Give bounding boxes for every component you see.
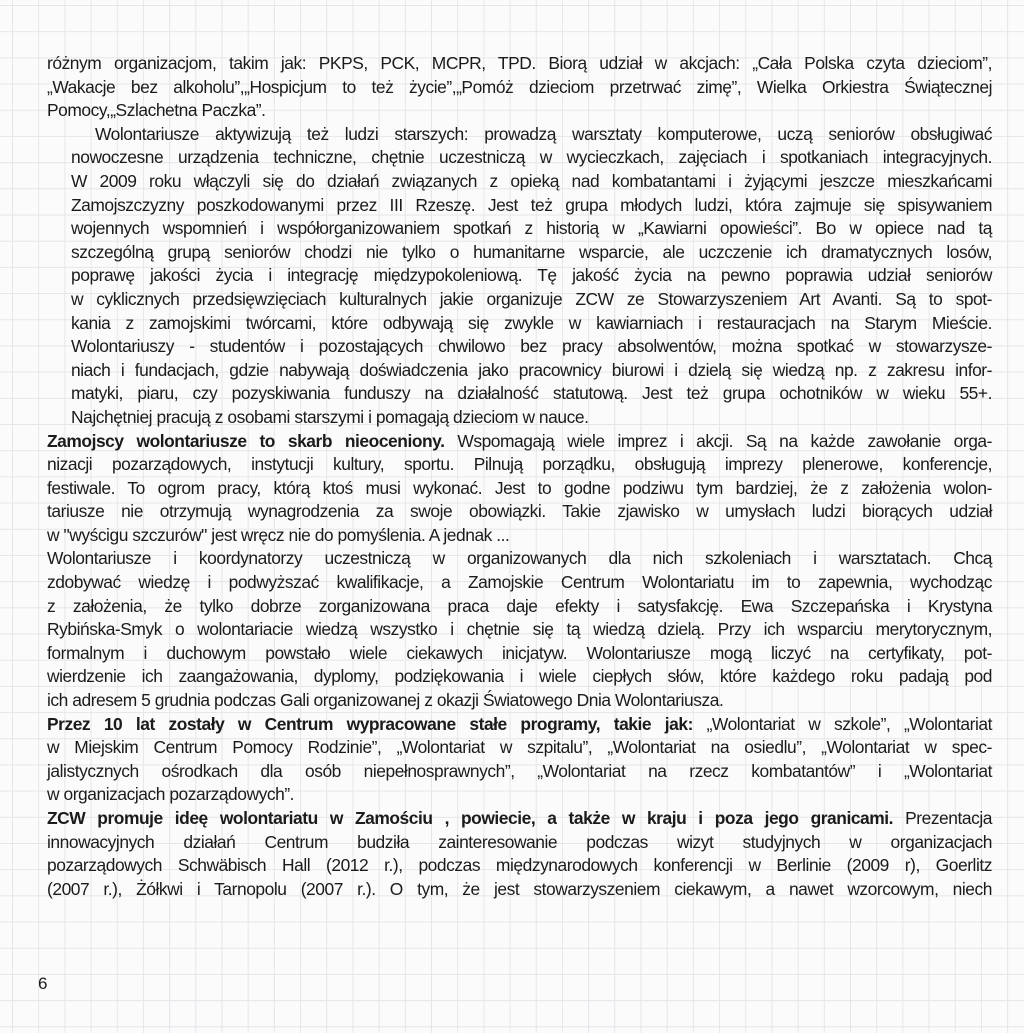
text-line — [47, 760, 992, 784]
text-line — [47, 736, 992, 760]
line-text: matyki, piaru, czy pozyskiwania funduszy na działalność statutową. Jest też grupa ochotników w wieku 55+. — [71, 383, 992, 404]
line-text: Wolontariusze i koordynatorzy uczestniczą w organizowanych dla nich szkoleniach i warsztatach. Chcą — [47, 548, 992, 569]
text-line — [47, 123, 992, 147]
text-line — [47, 359, 992, 383]
text-line — [47, 547, 992, 571]
text-line — [47, 217, 992, 241]
text-line — [47, 264, 992, 288]
text-line — [47, 194, 992, 218]
text-line — [47, 595, 992, 619]
line-text: tariusze nie otrzymują wynagrodzenia za swoje obowiązki. Takie zjawisko w umysłach ludzi biorących udział — [47, 501, 992, 522]
line-text: Wolontariuszy - studentów i pozostających chwilowo bez pracy absolwentów, można spotkać w stowarzysze- — [71, 336, 992, 357]
text-line — [47, 783, 992, 807]
line-text: w Miejskim Centrum Pomocy Rodzinie”, „Wolontariat w szpitalu”, „Wolontariat na osiedlu”, „Wolontariat w spec- — [47, 737, 992, 758]
line-text: (2007 r.), Żółkwi i Tarnopolu (2007 r.). O tym, że jest stowarzyszeniem ciekawym, a nawet wzorcowym, niech — [47, 878, 992, 899]
line-text: w "wyścigu szczurów" jest wręcz nie do pomyślenia. A jednak ... — [47, 524, 510, 545]
text-line — [47, 406, 992, 430]
text-line — [47, 241, 992, 265]
line-text: Wspomagają wiele imprez i akcji. Są na każde zawołanie orga- — [444, 430, 992, 451]
line-text: formalnym i duchowym powstało wiele ciekawych inicjatyw. Wolontariusze mogą liczyć na certyfikaty, pot- — [47, 642, 992, 663]
line-text: W 2009 roku włączyli się do działań związanych z opieką nad kombatantami i żyjącymi jeszcze mieszkańcami — [71, 170, 992, 191]
bold-lead-text: ZCW promuje ideę wolontariatu w Zamościu , powiecie, a także w kraju i poza jego granicami. — [47, 808, 894, 828]
text-line — [47, 146, 992, 170]
line-text: wojennych wspomnień i współorganizowaniem spotkań z historią w „Kawiarni opowieści”. Bo w opiece nad tą — [71, 218, 992, 239]
text-line — [47, 854, 992, 878]
line-text: festiwale. To ogrom pracy, którą ktoś musi wykonać. Jest to godne podziwu tym bardziej, że z założenia wolon- — [47, 477, 992, 498]
line-text: różnym organizacjom, takim jak: PKPS, PCK, MCPR, TPD. Biorą udział w akcjach: „Cała Polska czyta dzieciom”, — [47, 53, 992, 73]
line-text: „Wolontariat w szkole”, „Wolontariat — [692, 713, 993, 734]
paragraph — [47, 807, 992, 901]
paragraph — [47, 52, 992, 123]
line-text: z założenia, że tylko dobrze zorganizowana praca daje efekty i satysfakcję. Ewa Szczepańska i Krystyna — [47, 595, 992, 616]
bold-lead-text: Zamojscy wolontariusze to skarb nieoceniony. — [47, 430, 445, 451]
text-line — [47, 713, 992, 737]
line-text: ich adresem 5 grudnia podczas Gali organizowanej z okazji Światowego Dnia Wolontariusza. — [47, 690, 724, 711]
line-text: jalistycznych ośrodkach dla osób niepełnosprawnych”, „Wolontariat na rzecz kombatantów” i „Wolontariat — [47, 760, 992, 781]
text-line — [47, 430, 992, 454]
line-text: wierdzenie ich zaangażowania, dyplomy, podziękowania i wiele ciepłych słów, które każdego roku padają pod — [47, 666, 992, 687]
paragraph — [47, 713, 992, 807]
text-line — [47, 665, 992, 689]
line-text: w cyklicznych przedsięwzięciach kulturalnych jakie organizuje ZCW ze Stowarzyszeniem Art Avanti. Są to spot- — [71, 288, 992, 309]
paragraph — [47, 547, 992, 712]
bold-lead-text: Przez 10 lat zostały w Centrum wypracowane stałe programy, takie jak: — [47, 713, 693, 734]
line-text: szczególną grupą seniorów chodzi nie tylko o humanitarne wsparcie, ale uczczenie ich dramatycznych losów, — [71, 241, 992, 262]
line-text: nizacji pozarządowych, instytucji kultury, sportu. Pilnują porządku, obsługują imprezy plenerowe, konferencje, — [47, 454, 992, 475]
line-text: pozarządowych Schwäbisch Hall (2012 r.), podczas międzynarodowych konferencji w Berlinie (2009 r), Goerlitz — [47, 855, 992, 876]
text-line — [47, 99, 992, 123]
text-line — [47, 571, 992, 595]
text-line — [47, 500, 992, 524]
text-line — [47, 642, 992, 666]
text-line — [47, 335, 992, 359]
line-text: nowoczesne urządzenia techniczne, chętnie uczestniczą w wycieczkach, zajęciach i spotkaniach integracyjnych. — [71, 147, 992, 168]
text-line — [47, 878, 992, 902]
text-line — [47, 288, 992, 312]
text-line — [47, 618, 992, 642]
line-text: Wolontariusze aktywizują też ludzi starszych: prowadzą warsztaty komputerowe, uczą seniorów obsługiwać — [95, 123, 992, 144]
line-text: „Wakacje bez alkoholu”,„Hospicjum to też życie”,„Pomóż dzieciom przetrwać zimę”, Wielka Orkiestra Świątecznej — [47, 76, 992, 97]
page-number: 6 — [38, 974, 48, 993]
text-line — [47, 807, 992, 831]
document-body — [47, 52, 992, 901]
text-line — [47, 477, 992, 501]
line-text: kania z zamojskimi twórcami, które odbywają się zwykle w kawiarniach i restauracjach na Starym Mieście. — [71, 312, 992, 333]
text-line — [47, 170, 992, 194]
paragraph — [47, 123, 992, 430]
text-line — [47, 76, 992, 100]
text-line — [47, 312, 992, 336]
line-text: Najchętniej pracują z osobami starszymi i pomagają dzieciom w nauce. — [71, 406, 589, 427]
line-text: Zamojszczyzny poszkodowanymi przez III Rzeszę. Jest też grupa młodych ludzi, która zajmuje się spisywaniem — [71, 194, 992, 215]
text-line — [47, 453, 992, 477]
line-text: Prezentacja — [893, 808, 992, 828]
line-text: poprawę jakości życia i integrację międzypokoleniową. Tę jakość życia na pewno poprawia udział seniorów — [71, 265, 992, 286]
line-text: Rybińska-Smyk o wolontariacie wiedzą wszystko i chętnie się tą wiedzą dzielą. Przy ich wsparciu merytorycznym, — [47, 619, 992, 640]
text-line — [47, 52, 992, 76]
text-line — [47, 382, 992, 406]
line-text: Pomocy,„Szlachetna Paczka”. — [47, 100, 266, 121]
line-text: innowacyjnych działań Centrum budziła zainteresowanie podczas wizyt studyjnych w organizacjach — [47, 831, 992, 852]
line-text: zdobywać wiedzę i podwyższać kwalifikacje, a Zamojskie Centrum Wolontariatu im to zapewnia, wychodząc — [47, 572, 992, 593]
line-text: niach i fundacjach, gdzie nabywają doświadczenia jako pracownicy biurowi i dzielą się wiedzą np. z zakresu infor- — [71, 359, 992, 380]
text-line — [47, 524, 992, 548]
line-text: w organizacjach pozarządowych”. — [47, 784, 295, 805]
text-line — [47, 831, 992, 855]
paragraph — [47, 430, 992, 548]
text-line — [47, 689, 992, 713]
